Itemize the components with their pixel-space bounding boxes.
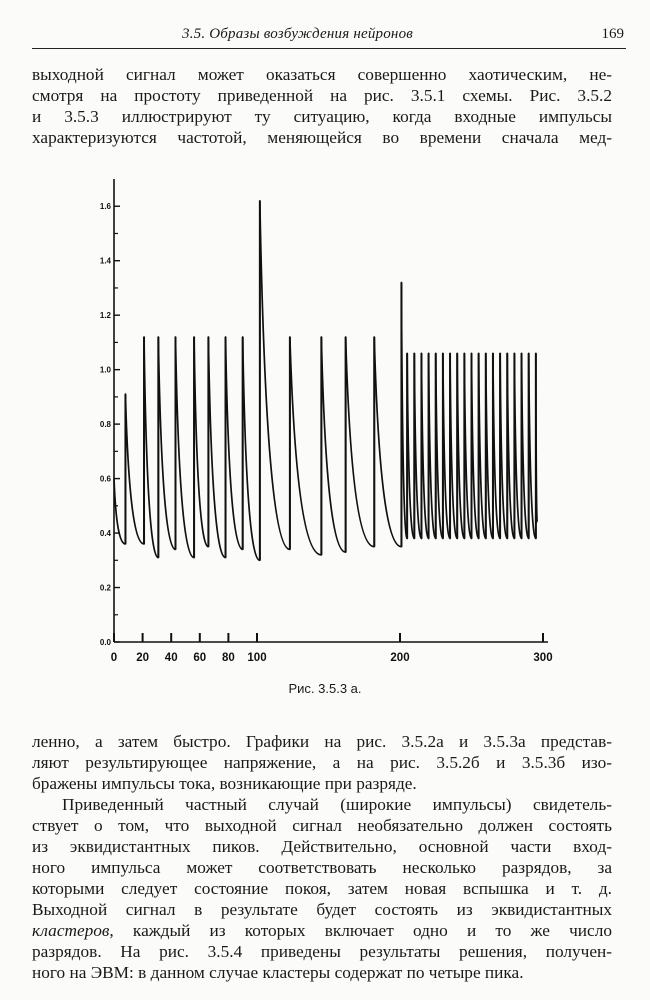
y-tick-label: 1.6 [99, 202, 111, 212]
y-tick-label: 1.2 [99, 311, 111, 321]
text-line: разрядов. На рис. 3.5.4 приведены результаты решения, получен- [32, 942, 612, 961]
term-clusters: кластеров [32, 921, 110, 940]
text-line: смотря на простоту приведенной на рис. 3.5.1 схемы. Рис. 3.5.2 [32, 86, 612, 105]
y-tick-label: 0.4 [99, 529, 111, 539]
y-tick-label: 0.8 [99, 420, 111, 430]
voltage-series-line [114, 201, 537, 561]
text-line: бражены импульсы тока, возникающие при разряде. [32, 774, 417, 793]
text-line: характеризуются частотой, меняющейся во времени сначала мед- [32, 128, 612, 147]
x-tick-label: 60 [193, 652, 207, 664]
text-line: Выходной сигнал в результате будет состоять из эквидистантных [32, 900, 612, 919]
text-line: которыми следует состояние покоя, затем новая вспышка и т. д. [32, 879, 612, 898]
text-line: из эквидистантных пиков. Действительно, основной части вход- [32, 837, 612, 856]
x-tick-label: 300 [533, 652, 553, 664]
text-line: ленно, а затем быстро. Графики на рис. 3.5.2а и 3.5.3а представ- [32, 732, 612, 751]
y-tick-label: 1.0 [99, 365, 111, 375]
x-tick-label: 0 [110, 652, 118, 664]
y-tick-label: 0.2 [99, 583, 111, 593]
text-line: ляют результирующее напряжение, а на рис. 3.5.2б и 3.5.3б изо- [32, 753, 612, 772]
paragraph-next [32, 794, 612, 983]
page-number: 169 [601, 26, 624, 42]
text-fragment: , каждый из которых включает одно и то же число [109, 921, 612, 940]
x-tick-label: 80 [222, 652, 235, 664]
section-title: 3.5. Образы возбуждения нейронов [182, 26, 413, 42]
text-line: выходной сигнал может оказаться совершенно хаотическим, не- [32, 65, 612, 84]
x-tick-label: 20 [136, 652, 149, 664]
text-line: ствует о том, что выходной сигнал необязательно должен состоять [32, 816, 612, 835]
paragraph-continued [32, 731, 612, 794]
x-tick-label: 40 [164, 652, 178, 664]
y-tick-label: 1.4 [99, 256, 111, 266]
y-tick-label: 0.0 [99, 638, 111, 647]
text-line [32, 920, 612, 941]
text-line: Приведенный частный случай (широкие импульсы) свидетель- [62, 795, 612, 814]
text-line: ного импульса может соответствовать несколько разрядов, за [32, 858, 612, 877]
text-line: ного на ЭВМ: в данном случае кластеры содержат по четыре пика. [32, 963, 524, 982]
x-tick-label: 200 [390, 652, 410, 664]
figure-caption: Рис. 3.5.3 а. [288, 681, 362, 696]
text-line: и 3.5.3 иллюстрируют ту ситуацию, когда входные импульсы [32, 107, 612, 126]
x-tick-label: 100 [247, 652, 267, 664]
y-tick-label: 0.6 [99, 474, 111, 484]
